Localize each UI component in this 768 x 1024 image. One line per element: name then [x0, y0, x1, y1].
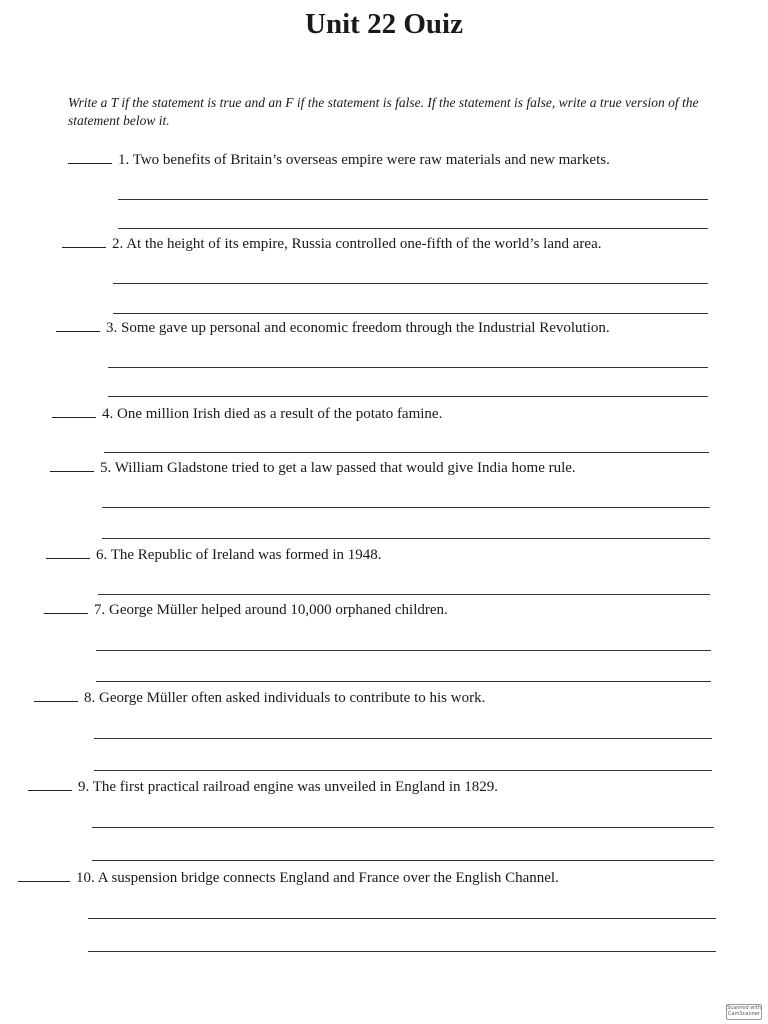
answer-blank[interactable]	[44, 613, 88, 614]
question-7	[44, 602, 448, 626]
question-number: 3.	[106, 320, 118, 336]
question-number: 10.	[76, 870, 95, 886]
question-6	[46, 547, 382, 571]
answer-line[interactable]	[96, 650, 711, 651]
answer-blank[interactable]	[34, 701, 78, 702]
question-number: 8.	[84, 690, 96, 706]
question-1	[68, 152, 610, 176]
question-number: 7.	[94, 602, 106, 618]
question-8	[34, 690, 485, 714]
answer-line[interactable]	[113, 283, 708, 284]
question-text: William Gladstone tried to get a law passed that would give India home rule.	[114, 460, 576, 476]
question-number: 5.	[100, 460, 112, 476]
question-number: 2.	[112, 236, 124, 252]
question-5	[50, 460, 576, 484]
question-text: A suspension bridge connects England and France over the English Channel.	[97, 870, 559, 886]
question-text: George Müller helped around 10,000 orphaned children.	[109, 602, 448, 618]
answer-blank[interactable]	[18, 881, 70, 882]
answer-blank[interactable]	[56, 331, 100, 332]
question-9	[28, 779, 498, 803]
question-number: 1.	[118, 152, 130, 168]
answer-line[interactable]	[92, 860, 714, 861]
answer-line[interactable]	[92, 827, 714, 828]
question-10	[18, 870, 559, 894]
question-4	[52, 406, 442, 430]
instructions: Write a T if the statement is true and an F if the statement is false. If the statement is false, write a true version of the statement below it.	[68, 95, 699, 128]
question-number: 9.	[78, 779, 90, 795]
answer-line[interactable]	[118, 228, 708, 229]
answer-blank[interactable]	[68, 163, 112, 164]
answer-line[interactable]	[88, 951, 716, 952]
answer-line[interactable]	[113, 313, 708, 314]
question-text: At the height of its empire, Russia controlled one-fifth of the world’s land area.	[126, 236, 602, 252]
question-text: Two benefits of Britain’s overseas empire were raw materials and new markets.	[132, 152, 610, 168]
answer-line[interactable]	[108, 367, 708, 368]
answer-blank[interactable]	[50, 471, 94, 472]
question-3	[56, 320, 610, 344]
answer-blank[interactable]	[52, 417, 96, 418]
answer-line[interactable]	[94, 770, 712, 771]
answer-line[interactable]	[96, 681, 711, 682]
question-number: 6.	[96, 547, 108, 563]
answer-line[interactable]	[88, 918, 716, 919]
answer-line[interactable]	[102, 538, 710, 539]
scanner-watermark: Scanned with CamScanner	[726, 1004, 762, 1020]
answer-line[interactable]	[102, 507, 710, 508]
answer-blank[interactable]	[46, 558, 90, 559]
answer-blank[interactable]	[28, 790, 72, 791]
answer-blank[interactable]	[62, 247, 106, 248]
answer-line[interactable]	[108, 396, 708, 397]
answer-line[interactable]	[118, 199, 708, 200]
question-text: George Müller often asked individuals to contribute to his work.	[99, 690, 486, 706]
question-text: The first practical railroad engine was unveiled in England in 1829.	[92, 779, 499, 795]
question-2	[62, 236, 601, 260]
answer-line[interactable]	[94, 738, 712, 739]
question-text: One million Irish died as a result of the potato famine.	[117, 406, 443, 422]
question-text: The Republic of Ireland was formed in 1948.	[110, 547, 382, 563]
question-number: 4.	[102, 406, 114, 422]
quiz-title: Unit 22 Ouiz	[305, 8, 463, 40]
answer-line[interactable]	[104, 452, 709, 453]
question-text: Some gave up personal and economic freedom through the Industrial Revolution.	[121, 320, 610, 336]
answer-line[interactable]	[98, 594, 710, 595]
